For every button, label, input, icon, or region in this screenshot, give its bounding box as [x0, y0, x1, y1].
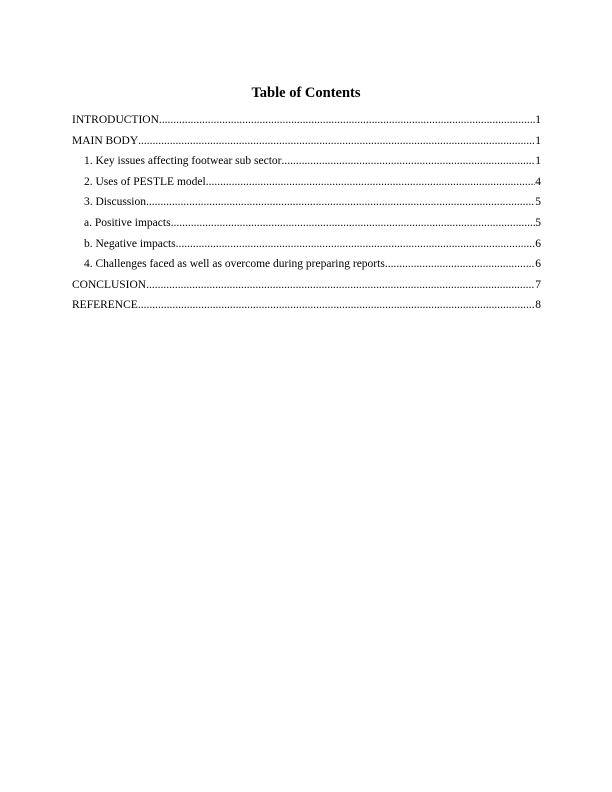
dot-leader [138, 133, 535, 149]
toc-page-number: 5 [535, 216, 541, 229]
toc-entry-reference[interactable] [72, 297, 541, 318]
toc-entry-introduction[interactable] [72, 112, 541, 133]
toc-page-number: 8 [535, 299, 541, 312]
dot-leader [206, 174, 536, 190]
toc-page-number: 6 [535, 258, 541, 271]
dot-leader [176, 236, 536, 252]
dot-leader [146, 277, 535, 293]
dot-leader [385, 256, 535, 272]
toc-entry-text: MAIN BODY [72, 134, 139, 147]
toc-entry-main-body[interactable] [72, 133, 541, 154]
toc-entry-text: 4. Challenges faced as well as overcome during preparing reports [84, 258, 385, 271]
toc-entry-pestle-model[interactable] [72, 174, 541, 195]
toc-entry-text: REFERENCE [72, 299, 138, 312]
toc-entry-text: b. Negative impacts [84, 237, 176, 250]
toc-entry-text: a. Positive impacts [84, 216, 171, 229]
toc-entry-positive-impacts[interactable] [72, 215, 541, 236]
toc-entry-text: INTRODUCTION [72, 114, 159, 126]
toc-entry-discussion[interactable] [72, 194, 541, 215]
toc-entry-text: 1. Key issues affecting footwear sub sector [84, 155, 282, 168]
dot-leader [159, 112, 535, 128]
dot-leader [146, 194, 535, 210]
toc-entry-conclusion[interactable] [72, 277, 541, 298]
toc-page-number: 4 [535, 175, 541, 188]
toc-page-number: 7 [535, 278, 541, 291]
toc-page-number: 6 [535, 237, 541, 250]
toc-heading: Table of Contents [251, 85, 361, 101]
toc-list [72, 112, 541, 318]
toc-entry-negative-impacts[interactable] [72, 236, 541, 257]
toc-entry-challenges[interactable] [72, 256, 541, 277]
toc-page-number: 5 [535, 196, 541, 209]
dot-leader [138, 297, 535, 313]
dot-leader [281, 153, 535, 169]
toc-entry-text: CONCLUSION [72, 278, 147, 291]
toc-page-number: 1 [535, 155, 541, 168]
toc-page-number: 1 [535, 114, 541, 126]
toc-entry-text: 3. Discussion [84, 196, 146, 209]
toc-entry-key-issues[interactable] [72, 153, 541, 174]
toc-page-number: 1 [535, 134, 541, 147]
toc-entry-text: 2. Uses of PESTLE model [84, 175, 206, 188]
dot-leader [171, 215, 536, 231]
